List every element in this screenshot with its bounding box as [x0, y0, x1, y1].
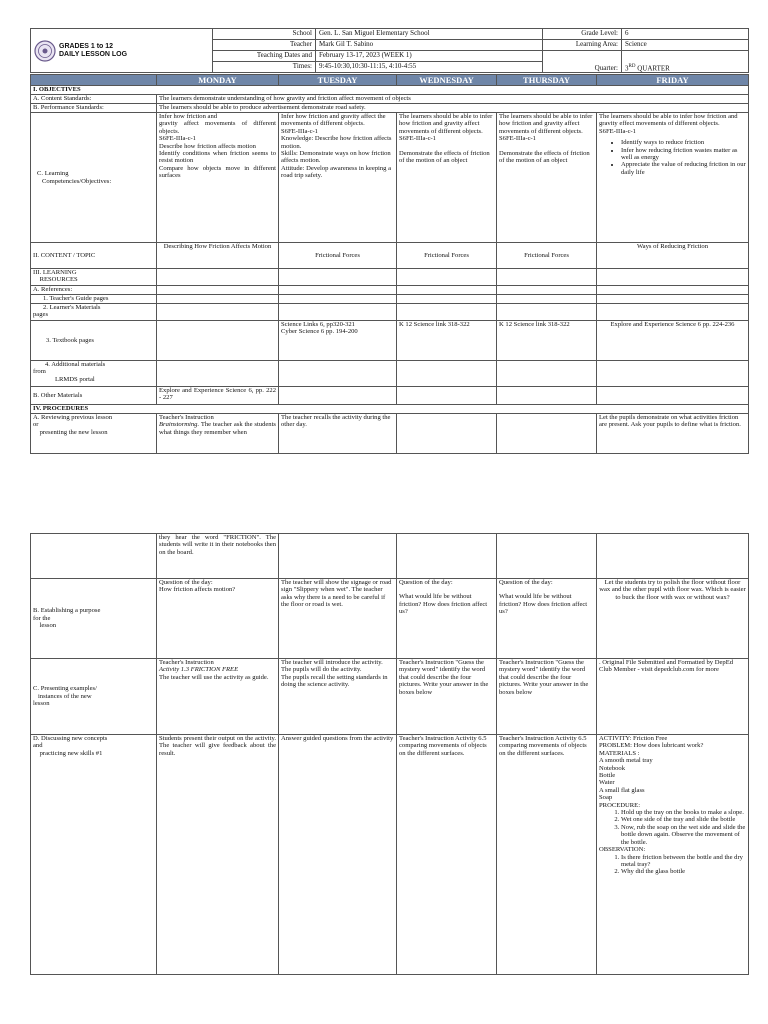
content-topic-label: II. CONTENT / TOPIC	[31, 243, 157, 269]
teacher-label: Teacher	[213, 40, 316, 51]
establishing-mon-line: How friction affects motion?	[159, 586, 236, 594]
discussing-monday: Students present their output on the activity. The teacher will give feedback about the result.	[157, 735, 279, 975]
school-label: School	[213, 29, 316, 40]
discussing-friday	[597, 735, 749, 975]
presenting-line-3: lesson	[33, 700, 50, 708]
empty-cell	[497, 295, 597, 304]
presenting-row	[31, 659, 749, 735]
empty-cell	[397, 295, 497, 304]
reviewing-monday	[157, 414, 279, 454]
establishing-line-2: for the	[33, 614, 51, 622]
comp-tue-line: Attitude: Develop awareness in keeping a road trip safety.	[281, 164, 392, 180]
reviewing-mon-text: The teacher ask the students what things they remember when	[159, 421, 276, 436]
comp-tue-code: S6FE-IIIa-c-1	[281, 127, 318, 135]
content-standards-label: A. Content Standards:	[31, 95, 157, 104]
comp-mon-line: Compare how objects move in different surfaces	[159, 164, 276, 180]
comp-wed-code: S6FE-IIIa-c-1	[399, 135, 436, 143]
comp-tue-line: Skills: Demonstrate ways on how friction affects motion.	[281, 150, 391, 165]
competencies-label	[31, 113, 157, 243]
teacher-value: Mark Gil T. Sabino	[316, 40, 543, 51]
additional-materials-line-3: LRMDS portal	[55, 375, 95, 383]
textbook-label: 3. Textbook pages	[31, 321, 157, 361]
content-standards-value: The learners demonstrate understanding of how gravity and friction affect movement of objects	[157, 95, 749, 104]
lesson-log-page-1	[30, 28, 748, 454]
day-tuesday: TUESDAY	[279, 75, 397, 86]
empty-cell	[397, 304, 497, 321]
reviewing-tuesday: The teacher recalls the activity during the other day.	[279, 414, 397, 454]
activity-problem: PROBLEM: How does lubricant work?	[599, 742, 704, 750]
empty-cell	[597, 534, 749, 579]
quarter-label: Quarter:	[543, 51, 622, 73]
discussing-line-3: practicing new skills #1	[39, 749, 103, 757]
learning-resources-label	[31, 269, 157, 286]
comp-wed-line: The learners should be able to infer how friction and gravity affect movements of different objects.	[399, 113, 493, 135]
establishing-mon-line: Question of the day:	[159, 579, 213, 586]
quarter-value	[622, 51, 749, 73]
list-item: 1. Is there friction between the bottle and the dry metal tray?	[621, 854, 746, 869]
textbook-wednesday: K 12 Science link 318-322	[397, 321, 497, 361]
day-monday: MONDAY	[157, 75, 279, 86]
list-item: 1. Hold up the tray on the books to make a slope.	[621, 809, 746, 816]
presenting-tue-line: The pupils will do the activity.	[281, 666, 362, 674]
header-table	[30, 28, 749, 73]
empty-cell	[279, 286, 397, 295]
empty-cell	[279, 269, 397, 286]
empty-cell	[279, 361, 397, 387]
procedures-heading: IV. PROCEDURES	[31, 405, 749, 414]
empty-cell	[597, 286, 749, 295]
establishing-wed-line: Question of the day:	[399, 579, 453, 586]
empty-cell	[279, 534, 397, 579]
day-thursday: THURSDAY	[497, 75, 597, 86]
material-item: A small flat glass	[599, 786, 645, 794]
observation-list	[599, 854, 746, 876]
additional-materials-line-2: from	[33, 368, 46, 376]
list-item: 3. Now, rub the soap on the wet side and slide the bottle down again. Observe the movement of the bottle.	[621, 824, 746, 846]
empty-cell	[397, 361, 497, 387]
learning-area-label: Learning Area:	[543, 40, 622, 51]
empty-cell	[497, 534, 597, 579]
reviewing-line-1: A. Reviewing previous lesson	[33, 414, 113, 421]
material-item: Bottle	[599, 772, 616, 780]
presenting-mon-activity: Activity 1.3 FRICTION FREE	[159, 666, 239, 674]
references-label: A. References:	[31, 286, 157, 295]
comp-fri-code: S6FE-IIIa-c-1	[599, 127, 636, 135]
list-item: • Identify ways to reduce friction	[621, 139, 746, 146]
empty-cell	[279, 387, 397, 405]
comp-tue-line: Knowledge: Describe how friction affects motion.	[281, 135, 392, 150]
learning-resources-line-1: III. LEARNING	[33, 269, 77, 276]
times-label: Times:	[213, 62, 316, 73]
grade-level-label: Grade Level:	[543, 29, 622, 40]
learning-resources-line-2: RESOURCES	[39, 276, 78, 284]
competencies-label-line-2: Competencies/Objectives:	[41, 177, 112, 185]
empty-cell	[157, 361, 279, 387]
empty-cell	[497, 361, 597, 387]
quarter-number: 3	[625, 64, 629, 72]
additional-materials-line-1: 4. Additional materials	[45, 361, 106, 368]
establishing-thursday	[497, 579, 597, 659]
empty-cell	[157, 321, 279, 361]
reviewing-mon-italic: Brainstorming.	[159, 421, 200, 429]
empty-cell	[157, 269, 279, 286]
grade-level-value: 6	[622, 29, 749, 40]
discussing-label	[31, 735, 157, 975]
comp-fri-line: The learners should be able to infer how friction and gravity effect movements of different objects.	[599, 113, 738, 128]
performance-standards-value: The learners should be able to produce advertisement demonstrate road safety.	[157, 104, 749, 113]
content-topic-monday: Describing How Friction Affects Motion	[157, 243, 279, 269]
reviewing-line-2: or	[33, 421, 39, 429]
presenting-mon-line: Teacher's Instruction	[159, 659, 214, 666]
empty-cell	[597, 295, 749, 304]
presenting-tue-line: The pupils recall the setting standards in doing the science activity.	[281, 673, 388, 689]
textbook-tue-line: Science Links 6, pp320-321	[281, 321, 355, 328]
content-topic-friday: Ways of Reducing Friction	[597, 243, 749, 269]
lesson-log-page-2	[30, 533, 748, 975]
log-title	[31, 29, 213, 73]
presenting-monday	[157, 659, 279, 735]
textbook-friday: Explore and Experience Science 6 pp. 224-236	[597, 321, 749, 361]
establishing-row	[31, 579, 749, 659]
establishing-thu-line: Question of the day:	[499, 579, 553, 586]
day-header-row	[31, 75, 749, 86]
school-value: Gen. L. San Miguel Elementary School	[316, 29, 543, 40]
comp-fri-list	[599, 139, 746, 176]
empty-cell	[157, 295, 279, 304]
empty-cell	[397, 387, 497, 405]
establishing-wednesday	[397, 579, 497, 659]
competencies-tuesday	[279, 113, 397, 243]
discussing-thursday: Teacher's Instruction Activity 6.5 comparing movements of objects on the different surfaces.	[497, 735, 597, 975]
day-header-blank	[31, 75, 157, 86]
day-friday: FRIDAY	[597, 75, 749, 86]
textbook-thursday: K 12 Science link 318-322	[497, 321, 597, 361]
times-value: 9:45-10:30,10:30-11:15, 4:10-4:55	[316, 62, 543, 73]
empty-cell	[279, 304, 397, 321]
comp-thu-line: The learners should be able to infer how friction and gravity affect movements of different objects.	[499, 113, 593, 135]
reviewing-label	[31, 414, 157, 454]
establishing-label	[31, 579, 157, 659]
reviewing-line-3: presenting the new lesson	[39, 428, 108, 436]
material-item: Notebook	[599, 764, 626, 772]
empty-cell	[31, 534, 157, 579]
learners-materials-line-2: pages	[33, 311, 49, 319]
empty-cell	[279, 295, 397, 304]
list-item: 2. Why did the glass bottle	[621, 868, 746, 875]
learners-materials-line-1: 2. Learner's Materials	[43, 304, 101, 311]
empty-cell	[497, 304, 597, 321]
discussing-tuesday: Answer guided questions from the activity	[279, 735, 397, 975]
empty-cell	[397, 286, 497, 295]
comp-mon-line: Describe how friction affects motion	[159, 142, 256, 150]
discussing-line-2: and	[33, 742, 43, 750]
title-line-2: DAILY LESSON LOG	[59, 50, 128, 58]
empty-cell	[397, 414, 497, 454]
empty-cell	[497, 269, 597, 286]
teachers-guide-label: 1. Teacher's Guide pages	[31, 295, 157, 304]
comp-thu-code: S6FE-IIIa-c-1	[499, 135, 536, 143]
deped-seal-icon	[34, 40, 56, 62]
presenting-line-1: C. Presenting examples/	[33, 685, 97, 693]
list-item: • Infer how reducing friction wastes matter as well as energy	[621, 147, 746, 162]
presenting-friday: . Original File Submitted and Formatted by DepEd Club Member - visit depedclub.com for more	[597, 659, 749, 735]
lesson-table-page-2	[30, 533, 749, 975]
establishing-line-3: lesson	[39, 622, 57, 630]
reviewing-mon-line: Teacher's Instruction	[159, 414, 214, 421]
day-wednesday: WEDNESDAY	[397, 75, 497, 86]
title-line-1: GRADES 1 to 12	[59, 42, 114, 50]
textbook-tue-line: Cyber Science 6 pp. 194-200	[281, 328, 358, 336]
empty-cell	[597, 361, 749, 387]
learners-materials-label	[31, 304, 157, 321]
comp-mon-line: gravity affect movements of different objects.	[159, 120, 276, 135]
competencies-monday	[157, 113, 279, 243]
activity-title: ACTIVITY: Friction Free	[599, 735, 668, 742]
establishing-tuesday: The teacher will show the signage or road sign "Slippery when wet". The teacher asks why there is a need to be careful if the floor or road is wet.	[279, 579, 397, 659]
establishing-monday	[157, 579, 279, 659]
empty-cell	[597, 269, 749, 286]
empty-cell	[157, 304, 279, 321]
competencies-row	[31, 113, 749, 243]
materials-heading: MATERIALS :	[599, 749, 640, 757]
teaching-dates-value: February 13-17, 2023 (WEEK 1)	[316, 51, 543, 62]
other-materials-label: B. Other Materials	[31, 387, 157, 405]
comp-mon-code: S6FE-IIIa-c-1	[159, 135, 196, 143]
presenting-wednesday: Teacher's Instruction "Guess the mystery word" identify the word that could describe the four pictures. Write your answer in the boxes below	[397, 659, 497, 735]
presenting-line-2: instances of the new	[37, 692, 92, 700]
content-topic-thursday: Frictional Forces	[497, 243, 597, 269]
empty-cell	[157, 286, 279, 295]
empty-cell	[497, 387, 597, 405]
learning-area-value: Science	[622, 40, 749, 51]
presenting-tuesday	[279, 659, 397, 735]
empty-cell	[597, 387, 749, 405]
lesson-table-page-1	[30, 74, 749, 454]
material-item: Water	[599, 779, 615, 787]
quarter-suffix: RD	[628, 63, 636, 69]
empty-cell	[497, 286, 597, 295]
comp-mon-line: Identify conditions when friction seems to resist motion	[159, 150, 276, 165]
material-item: Soap	[599, 794, 613, 802]
presenting-tue-line: The teacher will introduce the activity.	[281, 659, 383, 666]
competencies-wednesday	[397, 113, 497, 243]
reviewing-friday: Let the pupils demonstrate on what activities friction are present. Ask your pupils to define what is friction.	[597, 414, 749, 454]
content-topic-wednesday: Frictional Forces	[397, 243, 497, 269]
comp-mon-line: Infer how friction and	[159, 113, 218, 120]
objectives-heading: I. OBJECTIVES	[31, 86, 749, 95]
presenting-thursday: Teacher's Instruction "Guess the mystery word" identify the word that could describe the four pictures. Write your answer in the boxes below	[497, 659, 597, 735]
quarter-word: QUARTER	[635, 64, 670, 72]
content-topic-tuesday: Frictional Forces	[279, 243, 397, 269]
presenting-label	[31, 659, 157, 735]
empty-cell	[397, 534, 497, 579]
empty-cell	[397, 269, 497, 286]
empty-cell	[597, 304, 749, 321]
competencies-label-line-1: C. Learning	[37, 170, 69, 178]
competencies-friday	[597, 113, 749, 243]
comp-thu-line: Demonstrate the effects of friction of the motion of an object	[499, 149, 590, 165]
textbook-tuesday	[279, 321, 397, 361]
procedure-heading: PROCEDURE:	[599, 801, 641, 809]
comp-tue-line: Infer how friction and gravity affect the movements of different objects.	[281, 113, 386, 128]
establishing-thu-line: What would life be without friction? How does friction affect us?	[499, 593, 588, 616]
discussing-wednesday: Teacher's Instruction Activity 6.5 comparing movements of objects on the different surfaces.	[397, 735, 497, 975]
performance-standards-label: B. Performance Standards:	[31, 104, 157, 113]
competencies-thursday	[497, 113, 597, 243]
reviewing-monday-continued: they hear the word "FRICTION". The students will write it in their notebooks then on the board.	[157, 534, 279, 579]
discussing-line-1: D. Discussing new concepts	[33, 735, 108, 742]
list-item: • Appreciate the value of reducing friction in our daily life	[621, 161, 746, 176]
establishing-line-1: B. Establishing a purpose	[33, 607, 101, 615]
observation-heading: OBSERVATION:	[599, 846, 646, 854]
content-topic-row	[31, 243, 749, 269]
additional-materials-label	[31, 361, 157, 387]
material-item: A smooth metal tray	[599, 757, 653, 765]
comp-wed-line: Demonstrate the effects of friction of the motion of an object	[399, 149, 490, 165]
list-item: 2. Wet one side of the tray and slide the bottle	[621, 816, 746, 823]
teaching-dates-label: Teaching Dates and	[213, 51, 316, 62]
establishing-friday: Let the students try to polish the floor without floor wax and the other pupil with floor wax. Which is easier to buck the floor with wax or without wax?	[597, 579, 749, 659]
presenting-mon-line: The teacher will use the activity as guide.	[159, 673, 269, 681]
discussing-row	[31, 735, 749, 975]
empty-cell	[497, 414, 597, 454]
reviewing-row	[31, 414, 749, 454]
procedure-list	[599, 809, 746, 846]
other-materials-monday: Explore and Experience Science 6, pp. 222 - 227	[157, 387, 279, 405]
textbook-row	[31, 321, 749, 361]
establishing-wed-line: What would life be without friction? How does friction affect us?	[399, 593, 488, 616]
